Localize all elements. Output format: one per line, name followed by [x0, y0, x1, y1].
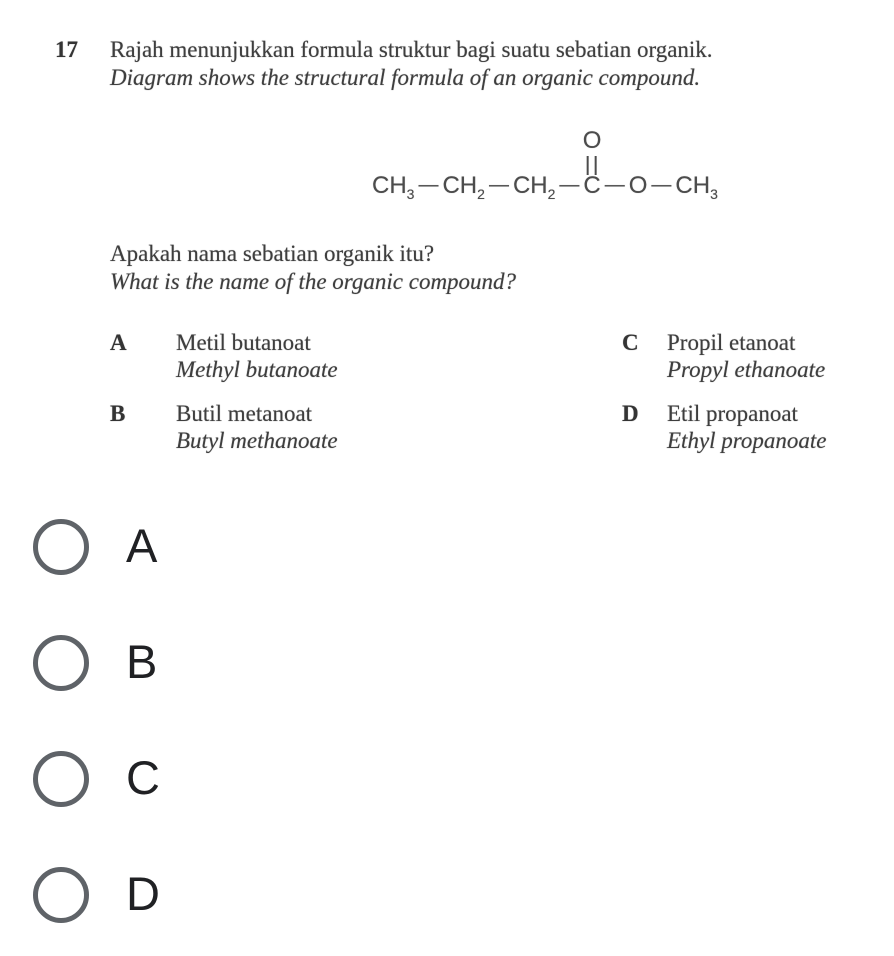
question-ask [110, 240, 516, 296]
single-bond: — [651, 174, 672, 196]
radio-button-icon[interactable] [33, 867, 89, 923]
option-d-letter: D [622, 401, 639, 426]
carbonyl-carbon: C O [582, 127, 602, 199]
radio-button-icon[interactable] [33, 635, 89, 691]
double-bond-icon [587, 156, 597, 175]
question-number: 17 [55, 37, 78, 62]
single-bond: — [604, 174, 625, 196]
option-c [622, 329, 826, 383]
option-d [622, 400, 826, 454]
carbonyl-oxygen: O [582, 127, 602, 154]
option-b [110, 400, 338, 454]
radio-option-b[interactable] [33, 635, 160, 691]
formula-group: $CH_3$ [675, 172, 718, 202]
radio-button-icon[interactable] [33, 751, 89, 807]
radio-label[interactable]: D [126, 866, 160, 920]
option-a-letter: A [110, 330, 127, 355]
option-d-name-ms: Etil propanoat [667, 401, 798, 426]
question-stem-ms: Rajah menunjukkan formula struktur bagi suatu sebatian organik. [110, 37, 713, 62]
formula-group: $CH_2$ [512, 172, 556, 202]
option-b-name-en: Butyl methanoate [176, 428, 338, 453]
question-stem [55, 36, 713, 92]
single-bond: — [559, 174, 580, 196]
question-ask-ms: Apakah nama sebatian organik itu? [110, 241, 435, 266]
radio-button-icon[interactable] [33, 519, 89, 575]
question-ask-en: What is the name of the organic compound? [110, 269, 517, 294]
formula-group: $CH_2$ [442, 172, 485, 202]
radio-option-d[interactable] [33, 867, 160, 923]
single-bond: — [418, 174, 439, 196]
option-b-name-ms: Butil metanoat [176, 401, 313, 426]
radio-option-a[interactable] [33, 519, 160, 575]
radio-label[interactable]: B [126, 634, 158, 688]
radio-label[interactable]: C [126, 750, 160, 804]
carbonyl-group [583, 129, 602, 175]
formula-group: $CH_3$ [372, 172, 415, 202]
answer-choices [33, 519, 160, 923]
structural-formula [372, 127, 718, 208]
option-a [110, 329, 338, 383]
options-column-left [110, 329, 338, 471]
options-column-right [622, 329, 826, 471]
option-a-name-ms: Metil butanoat [176, 330, 311, 355]
question-stem-en: Diagram shows the structural formula of an organic compound. [110, 65, 701, 90]
radio-label[interactable]: A [126, 518, 158, 572]
option-c-letter: C [622, 330, 639, 355]
option-a-name-en: Methyl butanoate [176, 357, 338, 382]
option-c-name-en: Propyl ethanoate [667, 357, 826, 382]
option-b-letter: B [110, 401, 126, 426]
option-d-name-en: Ethyl propanoate [667, 428, 827, 453]
ester-oxygen: O [628, 172, 648, 199]
option-c-name-ms: Propil etanoat [667, 330, 796, 355]
radio-option-c[interactable] [33, 751, 160, 807]
single-bond: — [488, 174, 509, 196]
